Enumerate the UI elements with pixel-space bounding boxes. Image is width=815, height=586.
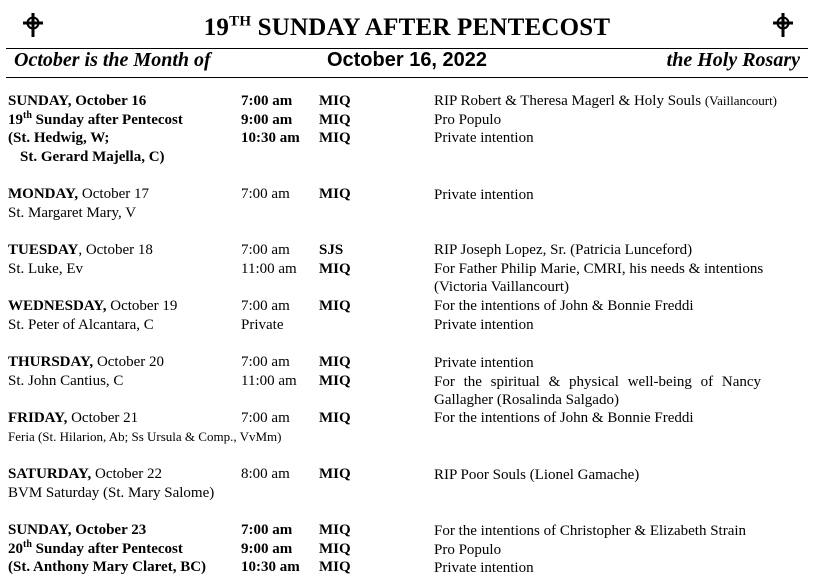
feast-name: 19th Sunday after Pentecost — [8, 109, 183, 128]
mass-time: Private — [241, 316, 284, 333]
day-name: WEDNESDAY, October 19 — [8, 298, 178, 314]
feast-name: St. Luke, Ev — [8, 260, 83, 277]
mass-time: 7:00 am — [241, 186, 290, 202]
mass-intention: For Father Philip Marie, CMRI, his needs & intentions — [434, 260, 764, 277]
feast-saints: (St. Hedwig, W; — [8, 130, 110, 147]
day-name: TUESDAY, October 18 — [8, 242, 153, 258]
mass-intention: Gallagher (Rosalinda Salgado) — [434, 392, 619, 409]
divider — [6, 77, 808, 78]
feast-saints: (St. Anthony Mary Claret, BC) — [8, 559, 207, 576]
celebrant: MIQ — [319, 186, 351, 202]
mass-time: 7:00 am — [241, 242, 290, 258]
mass-time: 7:00 am — [241, 354, 290, 370]
mass-time: 11:00 am — [241, 260, 297, 277]
celtic-cross-icon — [770, 12, 796, 38]
mass-intention: Private intention — [434, 355, 534, 371]
mass-intention: RIP Robert & Theresa Magerl & Holy Souls (Vaillancourt) — [434, 93, 778, 109]
feast-name: St. Peter of Alcantara, C — [8, 316, 154, 333]
mass-intention: Pro Populo — [434, 111, 502, 128]
mass-time: 10:30 am — [241, 130, 300, 147]
celebrant: SJS — [319, 242, 344, 258]
mass-time: 7:00 am — [241, 298, 290, 314]
celebrant: MIQ — [319, 111, 351, 128]
mass-time: 9:00 am — [241, 540, 293, 557]
mass-time: 7:00 am — [241, 93, 293, 109]
month-devotion-right: the Holy Rosary — [666, 49, 800, 71]
feast-name: St. John Cantius, C — [8, 372, 124, 389]
mass-time: 9:00 am — [241, 111, 293, 128]
month-devotion-left: October is the Month of — [14, 49, 211, 71]
celebrant: MIQ — [319, 372, 351, 389]
mass-time: 7:00 am — [241, 410, 290, 426]
celebrant: MIQ — [319, 130, 351, 147]
celebrant: MIQ — [319, 522, 351, 538]
bulletin-date: October 16, 2022 — [326, 49, 488, 71]
mass-time: 10:30 am — [241, 559, 300, 576]
celebrant: MIQ — [319, 466, 351, 482]
feast-name: St. Margaret Mary, V — [8, 204, 137, 221]
mass-intention: Private intention — [434, 187, 534, 203]
mass-intention: Private intention — [434, 130, 534, 147]
celebrant: MIQ — [319, 93, 351, 109]
feast-name: 20th Sunday after Pentecost — [8, 538, 183, 557]
page-title: 19TH SUNDAY AFTER PENTECOST — [203, 13, 611, 41]
celebrant: MIQ — [319, 559, 351, 576]
day-name: SUNDAY, October 23 — [8, 522, 147, 538]
bulletin-header — [6, 6, 808, 70]
day-name: SATURDAY, October 22 — [8, 466, 163, 482]
mass-intention: RIP Poor Souls (Lionel Gamache) — [434, 467, 640, 483]
mass-intention: RIP Joseph Lopez, Sr. (Patricia Lunceford) — [434, 242, 693, 258]
mass-intention: For the intentions of Christopher & Elizabeth Strain — [434, 523, 747, 539]
mass-intention: For the intentions of John & Bonnie Freddi — [434, 410, 694, 426]
mass-intention: For the spiritual & physical well-being of Nancy — [434, 373, 762, 390]
celebrant: MIQ — [319, 540, 351, 557]
feast-name: BVM Saturday (St. Mary Salome) — [8, 484, 215, 501]
mass-intention: Private intention — [434, 316, 534, 333]
celebrant: MIQ — [319, 298, 351, 314]
mass-intention: Private intention — [434, 560, 534, 577]
day-name: MONDAY, October 17 — [8, 186, 149, 202]
day-name: SUNDAY, October 16 — [8, 93, 147, 109]
mass-intention: (Victoria Vaillancourt) — [434, 279, 570, 296]
feast-saints: St. Gerard Majella, C) — [20, 149, 165, 166]
feast-name: Feria (St. Hilarion, Ab; Ss Ursula & Comp., VvMm) — [8, 428, 282, 444]
mass-intention: Pro Populo — [434, 541, 502, 558]
mass-intention: For the intentions of John & Bonnie Freddi — [434, 298, 694, 314]
celebrant: MIQ — [319, 260, 351, 277]
day-name: FRIDAY, October 21 — [8, 410, 139, 426]
celebrant: MIQ — [319, 354, 351, 370]
mass-time: 11:00 am — [241, 372, 297, 389]
celebrant: MIQ — [319, 410, 351, 426]
day-name: THURSDAY, October 20 — [8, 354, 164, 370]
mass-time: 7:00 am — [241, 522, 293, 538]
mass-time: 8:00 am — [241, 466, 290, 482]
